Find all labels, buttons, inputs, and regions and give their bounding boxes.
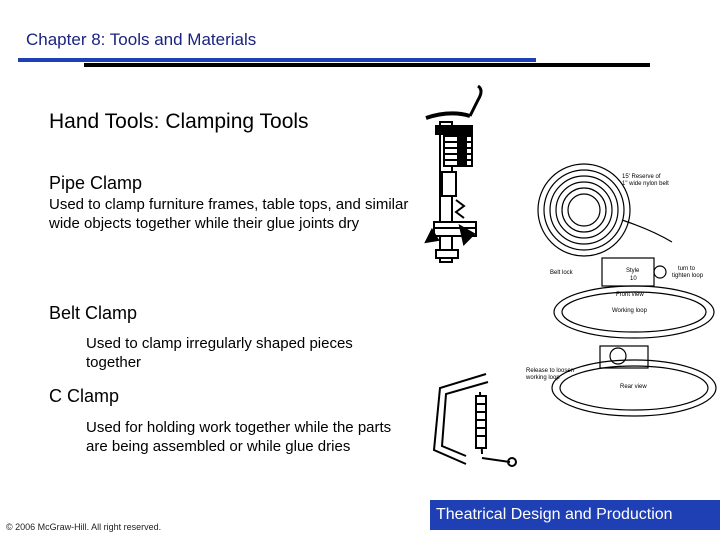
- pipe-clamp-illustration: [420, 82, 520, 264]
- tighten-loop-label: tighten loop: [672, 273, 704, 279]
- book-title: Theatrical Design and Production: [436, 506, 673, 523]
- turn-to-label: turn to: [678, 266, 696, 272]
- rear-view-label: Rear view: [620, 384, 647, 390]
- belt-lock-label: Belt lock: [550, 270, 573, 276]
- c-clamp-heading: C Clamp: [49, 386, 120, 406]
- style-label: Style: [626, 268, 640, 274]
- reserve-label-2: 1" wide nylon belt: [622, 181, 669, 187]
- footer-bar: [430, 500, 720, 530]
- belt-clamp-description: Used to clamp irregularly shaped pieces together: [86, 335, 353, 371]
- reserve-label-1: 15' Reserve of: [622, 174, 661, 180]
- chapter-title: Chapter 8: Tools and Materials: [26, 30, 257, 49]
- c-clamp-description: Used for holding work together while the parts are being assembled or while glue dries: [86, 419, 392, 455]
- header-rule-blue: [18, 58, 536, 62]
- pipe-clamp-description: Used to clamp furniture frames, table tops, and similar wide objects together while their glue joints dry: [49, 196, 409, 232]
- belt-clamp-diagram: [522, 150, 717, 425]
- release-label-1: Release to loosen: [526, 368, 575, 374]
- pipe-clamp-heading: Pipe Clamp: [49, 173, 143, 193]
- style-num-label: 10: [630, 276, 637, 282]
- header-rule-black: [84, 63, 650, 67]
- front-view-label: Front view: [616, 292, 644, 298]
- release-label-2: working loop: [526, 375, 560, 381]
- c-clamp-illustration: [426, 368, 526, 478]
- belt-clamp-heading: Belt Clamp: [49, 303, 138, 323]
- working-loop-label: Working loop: [612, 308, 647, 314]
- slide-title: Hand Tools: Clamping Tools: [49, 110, 309, 133]
- copyright: © 2006 McGraw-Hill. All right reserved.: [6, 522, 162, 532]
